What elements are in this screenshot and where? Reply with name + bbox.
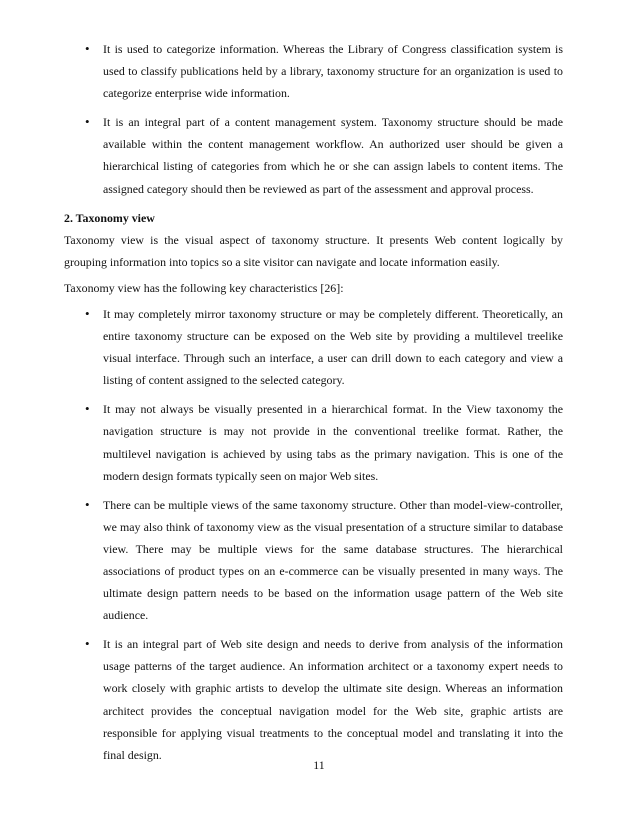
bullet-icon: • [85,401,90,417]
list-item [64,303,563,391]
section-heading: 2. Taxonomy view [64,210,155,225]
page-number: 11 [313,758,325,772]
list-item [64,38,563,104]
list-item-text: It may not always be visually presented in a hierarchical format. In the View taxonomy the navigation structure is may not provide in the conventional treelike format. Rather, the multilevel navigation is achieved by using tabs as the primary navigation. This is one of the modern design formats typically seen on major Web sites. [103,402,563,483]
list-item [64,111,563,199]
bullet-icon: • [85,114,90,130]
list-item-text: It is used to categorize information. Whereas the Library of Congress classification system is used to classify publications held by a library, taxonomy structure for an organization is used to categorize enterprise wide information. [103,42,563,101]
list-item [64,494,563,627]
list-item-text: It is an integral part of a content management system. Taxonomy structure should be made available within the content management workflow. An authorized user should be given a hierarchical listing of categories from which he or she can assign labels to content items. The assigned category should then be reviewed as part of the assessment and approval process. [103,115,563,196]
bullet-icon: • [85,636,90,652]
list-item-text: It is an integral part of Web site design and needs to derive from analysis of the information usage patterns of the target audience. An information architect or a taxonomy expert needs to work closely with graphic artists to develop the ultimate site design. Whereas an information architect provides the conceptual navigation model for the Web site, graphic artists are responsible for applying visual treatments to the conceptual model and translating it into the final design. [103,637,563,762]
bullet-icon: • [85,41,90,56]
list-item-text: There can be multiple views of the same taxonomy structure. Other than model-view-controller, we may also think of taxonomy view as the visual presentation of a structure similar to database view. There may be multiple views for the same database structures. The hierarchical associations of product types on an e-commerce can be visually presented in many ways. The ultimate design pattern needs to be based on the information usage pattern of the Web site audience. [103,497,563,623]
section-intro: Taxonomy view is the visual aspect of taxonomy structure. It presents Web content logically by grouping information into topics so a site visitor can navigate and locate information easily. [64,232,563,269]
list-item [64,398,563,486]
bullet-icon: • [85,496,90,512]
list-item-text: It may completely mirror taxonomy structure or may be completely different. Theoretically, an entire taxonomy structure can be exposed on the Web site by providing a multilevel treelike visual interface. Through such an interface, a user can drill down to each category and view a listing of content assigned to the selected category. [103,306,563,388]
bullet-list-characteristics [64,303,563,766]
bullet-icon: • [85,305,90,321]
page-content [64,38,563,773]
bullet-list-top [64,38,563,200]
list-item [64,633,563,766]
characteristics-lead: Taxonomy view has the following key characteristics [26]: [64,280,344,295]
